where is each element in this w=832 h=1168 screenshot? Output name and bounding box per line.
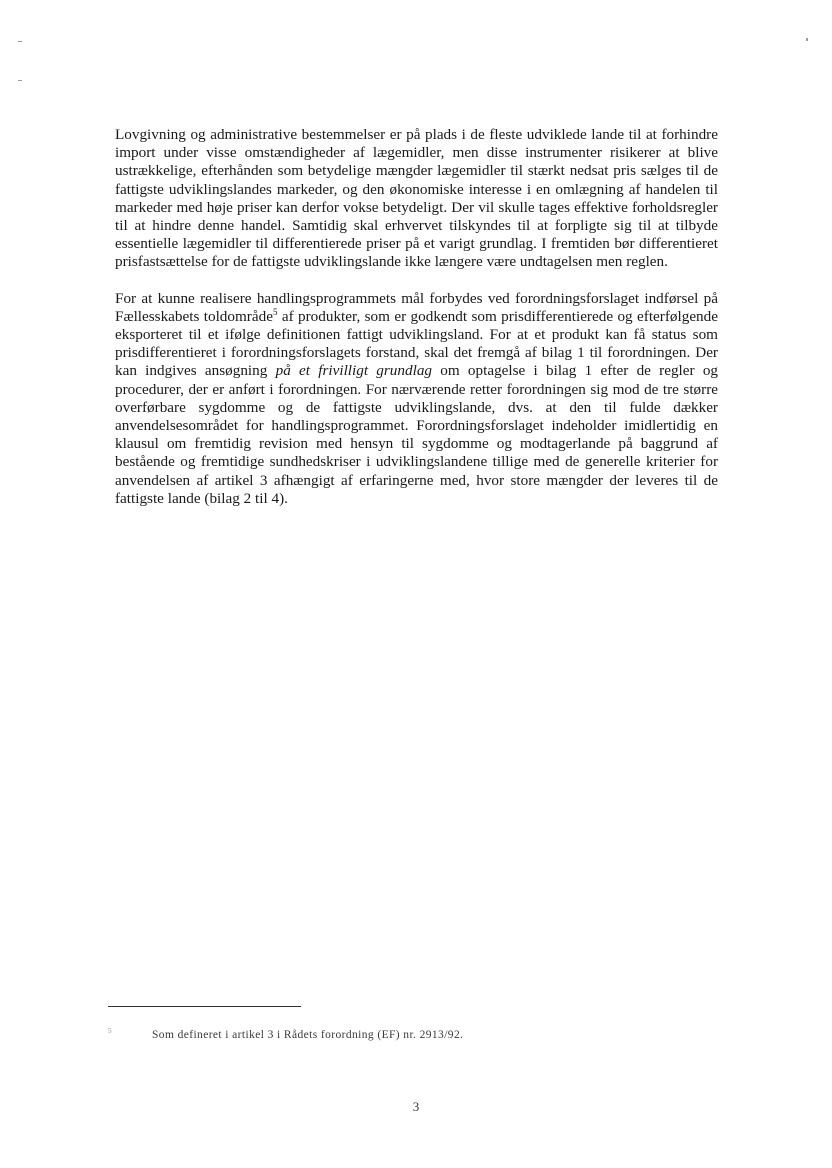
paragraph-text: af produkter, som er godkendt som prisdifferentierede og efterfølgende eksporteret til et ifølge definitionen fattigt udviklingsland. For at et produkt kan få status som prisdifferentieret i forordningsforslagets forstand, skal det fremgå af bilag 1 til forordningen. Der kan indgives ansøgning xyxy=(115,307,718,380)
footnote-marker: 5 xyxy=(108,1027,112,1035)
paragraph xyxy=(115,290,718,508)
footnote-separator xyxy=(108,1006,301,1007)
paragraph-text: For at kunne realisere handlingsprogrammets mål forbydes ved forordningsforslaget indførsel på Fællesskabets toldområde xyxy=(115,289,718,325)
scan-speck xyxy=(18,41,22,42)
page-number: 3 xyxy=(412,1099,420,1114)
footnote-text: Som defineret i artikel 3 i Rådets forordning (EF) nr. 2913/92. xyxy=(152,1029,464,1041)
footnote-reference: 5 xyxy=(272,306,278,317)
body-text xyxy=(115,126,718,508)
paragraph-text: om optagelse i bilag 1 efter de regler og procedurer, der er anført i forordningen. For nærværende retter forordningen sig mod de tre større overførbare sygdomme og de fattigste udviklingslande, dvs. at den til fulde dækker anvendelsesområdet for handlingsprogrammet. Forordningsforslaget indeholder imidlertidig en klausul om fremtidig revision med hensyn til sygdomme og modtagerlande på baggrund af bestående og fremtidige sundhedskriser i udviklingslandene tillige med de generelle kriterier for anvendelsen af artikel 3 afhængigt af erfaringerne med, hvor store mængder der leveres til de fattigste lande (bilag 2 til 4). xyxy=(115,362,719,507)
paragraph: Lovgivning og administrative bestemmelser er på plads i de fleste udviklede lande til at forhindre import under visse omstændigheder af lægemidler, men disse instrumenter risikerer at blive ustrækkelige, efterhånden som betydelige mængder lægemidler til stærkt nedsat pris sælges til de fattigste udviklingslandes markeder, og den økonomiske interesse i en omlægning af handelen til markeder med høje priser kan derfor vokse betydeligt. Der vil skulle tages effektive forholdsregler til at hindre denne handel. Samtidig skal erhvervet tilskyndes til at forpligte sig til at tilbyde essentielle lægemidler til differentierede priser på et varigt grundlag. I fremtiden bør differentieret prisfastsættelse for de fattigste udviklingslande ikke længere være undtagelsen men reglen. xyxy=(115,126,718,271)
footnote xyxy=(108,1024,728,1042)
emphasized-text: på et frivilligt grundlag xyxy=(275,362,433,380)
scan-speck xyxy=(18,80,22,81)
scan-speck xyxy=(806,38,808,41)
